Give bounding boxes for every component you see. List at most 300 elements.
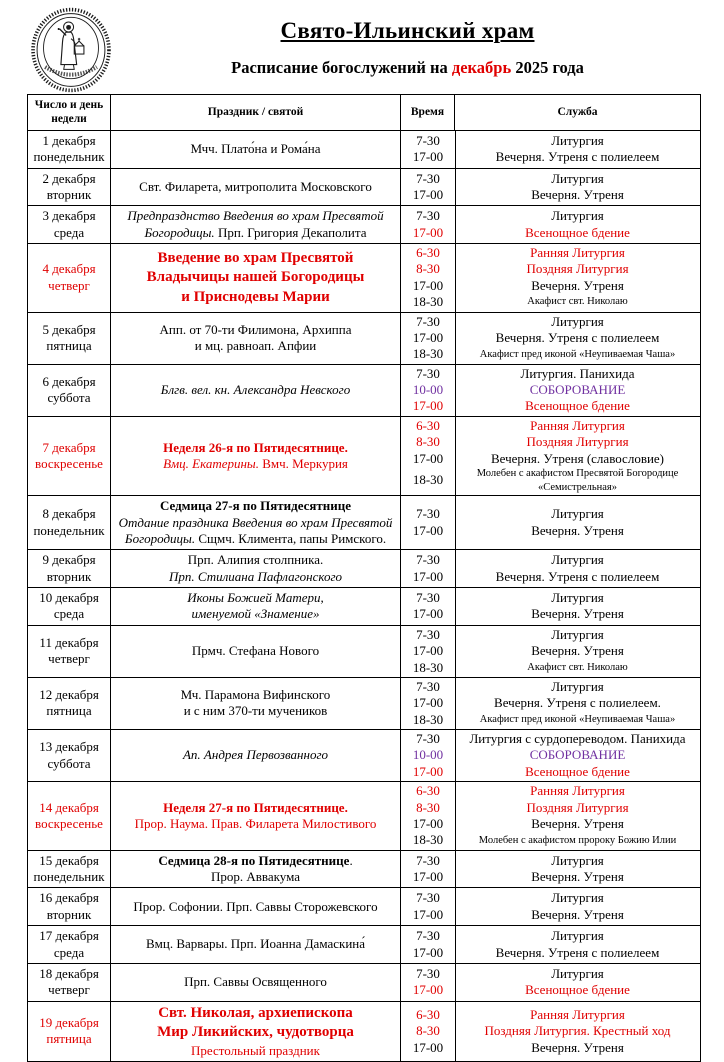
date-cell: [28, 130, 111, 168]
feast-text: и Приснодевы Марии: [181, 288, 330, 305]
date-cell: [28, 168, 111, 206]
schedule-entry: [401, 569, 700, 585]
service-time: 7-30: [416, 132, 440, 148]
schedule-entries: [401, 170, 700, 205]
date-line: пятница: [46, 703, 92, 719]
feast-line: [114, 703, 397, 719]
date-line: пятница: [46, 338, 92, 354]
service-name: Молебен с акафистом пророку Божию Илии: [478, 834, 677, 846]
service-time: 17-00: [412, 763, 444, 779]
service-name: Молебен с акафистом Пресвятой Богородице «Семистрельная»: [476, 467, 679, 493]
table-row: [28, 588, 701, 626]
feast-cell: [111, 588, 401, 626]
subtitle-suffix: 2025 года: [511, 58, 584, 77]
date-cell: [28, 730, 111, 782]
service-time: 17-00: [412, 643, 444, 659]
service-time: 7-30: [416, 313, 440, 329]
feast-cell: [111, 782, 401, 851]
service-time: 7-30: [416, 890, 440, 906]
feast-line: [114, 853, 397, 869]
service-time: 18-30: [412, 346, 444, 362]
schedule-entries: [401, 132, 700, 167]
schedule-cell: [401, 850, 701, 888]
date-cell: [28, 206, 111, 244]
date-line: 5 декабря: [42, 321, 96, 337]
schedule-entry: [401, 783, 700, 799]
schedule-entries: [401, 417, 700, 495]
feast-cell: [111, 244, 401, 313]
feast-text: Мчч. Плато́на и Рома́на: [190, 140, 321, 156]
date-cell: [28, 782, 111, 851]
service-time: 17-00: [412, 450, 444, 466]
feast-line: [114, 974, 397, 990]
table-row: [28, 312, 701, 364]
schedule-entry: [401, 523, 700, 539]
feast-text: и с ним 370-ти мучеников: [183, 703, 328, 719]
schedule-entry: [401, 294, 700, 310]
service-name: Вечерня. Утреня с полиелеем: [495, 568, 660, 584]
service-name: Литургия: [551, 626, 604, 642]
service-name: Вечерня. Утреня с полиелеем.: [494, 695, 661, 711]
feast-text: Свт. Николая, архиепископа: [158, 1004, 353, 1021]
service-time: 7-30: [416, 731, 440, 747]
table-row: [28, 550, 701, 588]
feast-text: Вмц. Екатерины.: [163, 455, 259, 471]
service-time: 8-30: [416, 434, 440, 450]
service-name: Всенощное бдение: [525, 982, 630, 998]
date-line: 14 декабря: [39, 799, 99, 815]
column-header-time: Время: [401, 95, 455, 131]
date-cell: [28, 416, 111, 495]
service-name: Литургия. Панихида: [520, 365, 635, 381]
date-line: пятница: [46, 1031, 92, 1047]
schedule-table-body: [28, 130, 701, 1061]
service-name: Поздняя Литургия: [526, 434, 629, 450]
date-line: вторник: [46, 906, 92, 922]
date-line: 7 декабря: [42, 439, 96, 455]
service-name: Литургия с сурдопереводом. Панихида: [469, 731, 686, 747]
date-line: четверг: [48, 277, 90, 293]
service-name: Литургия: [551, 208, 604, 224]
schedule-entry: [401, 552, 700, 568]
table-row: [28, 625, 701, 677]
date-line: среда: [53, 224, 85, 240]
schedule-entry: [401, 816, 700, 832]
feast-cell: [111, 888, 401, 926]
table-row: [28, 496, 701, 550]
service-name: Вечерня. Утреня: [531, 277, 624, 293]
feast-text: Иконы Божией Матери,: [187, 590, 324, 606]
feast-line: [114, 643, 397, 659]
service-time: 17-00: [412, 815, 444, 831]
schedule-entries: [401, 626, 700, 677]
feast-line: [114, 606, 397, 622]
date-line: 6 декабря: [42, 373, 96, 389]
service-time: 17-00: [412, 944, 444, 960]
date-cell: [28, 588, 111, 626]
feast-line: [114, 225, 397, 241]
date-line: 3 декабря: [42, 208, 96, 224]
service-time: 17-00: [412, 149, 444, 165]
feast-text: .: [349, 852, 353, 868]
date-line: 15 декабря: [39, 852, 99, 868]
feast-cell: [111, 364, 401, 416]
schedule-entry: [401, 679, 700, 695]
schedule-cell: [401, 963, 701, 1001]
service-name: Вечерня. Утреня с полиелеем: [495, 329, 660, 345]
service-time: 7-30: [416, 626, 440, 642]
service-time: 8-30: [416, 261, 440, 277]
schedule-entries: [401, 965, 700, 1000]
schedule-entry: [401, 606, 700, 622]
schedule-entry: [401, 695, 700, 711]
service-time: 7-30: [416, 678, 440, 694]
service-name: Литургия: [551, 928, 604, 944]
table-row: [28, 677, 701, 729]
date-cell: [28, 625, 111, 677]
schedule-entry: [401, 1007, 700, 1023]
service-name: Вечерня. Утреня: [531, 906, 624, 922]
feast-line: [114, 816, 397, 832]
schedule-cell: [401, 312, 701, 364]
date-cell: [28, 850, 111, 888]
service-name: Вечерня. Утреня: [531, 186, 624, 202]
schedule-entry: [401, 832, 700, 848]
service-name: Ранняя Литургия: [530, 245, 625, 260]
service-name: Литургия: [551, 590, 604, 606]
feast-text: Введение во храм Пресвятой: [157, 249, 354, 266]
service-time: 17-00: [412, 606, 444, 622]
service-name: Литургия: [551, 132, 604, 148]
date-line: 19 декабря: [39, 1014, 99, 1030]
subtitle-month: декабрь: [451, 58, 512, 77]
service-time: 17-00: [412, 906, 444, 922]
service-name: Акафист пред иконой «Неупиваемая Чаша»: [479, 348, 676, 360]
feast-text: именуемой «Знамение»: [191, 606, 320, 622]
feast-text: Богородицы.: [124, 530, 196, 546]
date-line: понедельник: [33, 522, 105, 538]
feast-line: [114, 515, 397, 531]
date-line: 10 декабря: [39, 590, 99, 606]
schedule-cell: [401, 926, 701, 964]
schedule-cell: [401, 625, 701, 677]
schedule-entry: [401, 366, 700, 382]
feast-text: Неделя 26-я по Пятидесятнице.: [163, 439, 348, 455]
schedule-entry: [401, 314, 700, 330]
schedule-entry: [401, 149, 700, 165]
schedule-entry: [401, 945, 700, 961]
feast-text: Седмица 27-я по Пятидесятнице: [159, 498, 352, 514]
service-name: Литургия: [551, 170, 604, 186]
feast-line: [114, 249, 397, 269]
schedule-entries: [401, 678, 700, 729]
schedule-cell: [401, 416, 701, 495]
feast-line: [114, 456, 397, 472]
schedule-cell: [401, 130, 701, 168]
service-time: 6-30: [416, 245, 440, 260]
schedule-entry: [401, 187, 700, 203]
service-name: Ранняя Литургия: [530, 1006, 625, 1022]
schedule-entry: [401, 731, 700, 747]
schedule-cell: [401, 677, 701, 729]
church-seal-icon: [27, 8, 115, 92]
date-cell: [28, 1001, 111, 1061]
schedule-entry: [401, 467, 700, 494]
date-cell: [28, 550, 111, 588]
service-time: 17-00: [412, 329, 444, 345]
service-time: 8-30: [416, 1023, 440, 1039]
schedule-entry: [401, 225, 700, 241]
feast-line: [114, 687, 397, 703]
service-time: 18-30: [412, 711, 444, 727]
service-name: Всенощное бдение: [525, 224, 630, 240]
schedule-entry: [401, 890, 700, 906]
table-row: [28, 850, 701, 888]
feast-cell: [111, 168, 401, 206]
feast-line: [114, 322, 397, 338]
schedule-entry: [401, 382, 700, 398]
schedule-entries: [401, 730, 700, 781]
service-time: 17-00: [412, 186, 444, 202]
schedule-entries: [401, 589, 700, 624]
subtitle-prefix: Расписание богослужений на: [231, 58, 452, 77]
date-line: воскресенье: [35, 815, 103, 831]
schedule-entry: [401, 346, 700, 362]
date-line: 13 декабря: [39, 739, 99, 755]
feast-line: [114, 268, 397, 288]
feast-line: [114, 552, 397, 568]
header-row: [28, 95, 701, 131]
date-line: суббота: [47, 390, 91, 406]
service-time: 7-30: [416, 965, 440, 981]
schedule-entry: [401, 627, 700, 643]
service-time: 7-30: [416, 928, 440, 944]
service-time: 17-00: [412, 224, 444, 240]
table-row: [28, 782, 701, 851]
schedule-entry: [401, 245, 700, 261]
service-name: Вечерня. Утреня: [531, 606, 624, 622]
schedule-cell: [401, 888, 701, 926]
feast-line: [114, 498, 397, 514]
feast-cell: [111, 550, 401, 588]
service-time: 18-30: [412, 659, 444, 675]
service-time: 17-00: [412, 277, 444, 293]
schedule-entries: [401, 927, 700, 962]
feast-text: Мир Ликийских, чудотворца: [157, 1024, 354, 1041]
feast-text: Седмица 28-я по Пятидесятнице: [158, 852, 350, 868]
service-name: Литургия: [551, 852, 604, 868]
date-line: понедельник: [33, 869, 105, 885]
service-name: Акафист пред иконой «Неупиваемая Чаша»: [479, 714, 676, 726]
schedule-entry: [401, 869, 700, 885]
date-cell: [28, 677, 111, 729]
feast-text: Блгв. вел. кн. Александра Невского: [160, 382, 351, 397]
date-line: вторник: [46, 186, 92, 202]
feast-cell: [111, 625, 401, 677]
service-time: 17-00: [412, 398, 444, 414]
schedule-entry: [401, 418, 700, 434]
feast-line: [114, 382, 397, 398]
feast-text: Неделя 27-я по Пятидесятнице.: [163, 799, 348, 815]
date-line: 11 декабря: [39, 634, 99, 650]
feast-line: [114, 747, 397, 763]
date-line: четверг: [48, 651, 90, 667]
service-name: Литургия: [551, 313, 604, 329]
table-row: [28, 888, 701, 926]
column-header-date: Число и день недели: [28, 95, 111, 131]
date-line: 12 декабря: [39, 687, 99, 703]
service-time: 17-00: [412, 1039, 444, 1055]
service-name: Вечерня. Утреня с полиелеем: [495, 944, 660, 960]
date-cell: [28, 963, 111, 1001]
table-row: [28, 168, 701, 206]
date-cell: [28, 364, 111, 416]
feast-line: [114, 531, 397, 547]
schedule-entry: [401, 747, 700, 763]
schedule-cell: [401, 782, 701, 851]
feast-cell: [111, 206, 401, 244]
feast-text: Владычицы нашей Богородицы: [146, 269, 365, 285]
date-line: четверг: [48, 982, 90, 998]
feast-cell: [111, 926, 401, 964]
feast-text: Прмч. Стефана Нового: [191, 643, 320, 659]
schedule-entry: [401, 660, 700, 676]
service-time: 6-30: [416, 1006, 440, 1022]
schedule-entries: [401, 1006, 700, 1057]
feast-text: Престольный праздник: [191, 1042, 320, 1058]
schedule-entry: [401, 133, 700, 149]
date-line: 1 декабря: [42, 132, 96, 148]
date-line: понедельник: [33, 149, 105, 165]
schedule-entries: [401, 551, 700, 586]
feast-cell: [111, 850, 401, 888]
schedule-cell: [401, 550, 701, 588]
feast-line: [114, 899, 397, 915]
feast-text: Богородицы.: [144, 224, 215, 240]
column-header-feast: Праздник / святой: [111, 95, 401, 131]
service-name: СОБОРОВАНИЕ: [529, 382, 626, 397]
date-cell: [28, 244, 111, 313]
schedule-entry: [401, 764, 700, 780]
feast-line: [114, 569, 397, 585]
service-name: Поздняя Литургия: [526, 261, 629, 277]
schedule-cell: [401, 496, 701, 550]
schedule-entries: [401, 852, 700, 887]
schedule-entry: [401, 278, 700, 294]
schedule-entry: [401, 590, 700, 606]
schedule-entry: [401, 712, 700, 728]
schedule-entry: [401, 928, 700, 944]
date-cell: [28, 312, 111, 364]
schedule-entry: [401, 506, 700, 522]
service-name: Литургия: [551, 552, 604, 568]
service-name: Всенощное бдение: [525, 763, 630, 779]
schedule-cell: [401, 168, 701, 206]
title-block: [115, 6, 700, 78]
schedule-entry: [401, 800, 700, 816]
feast-text: Прор. Наума. Прав. Филарета Милостивого: [134, 815, 377, 831]
feast-text: Предпразднство Введения во храм Пресвятой: [127, 208, 384, 224]
feast-text: Прп. Стилиана Пафлагонского: [168, 568, 343, 584]
service-name: Литургия: [551, 506, 604, 522]
page-header: [27, 6, 700, 94]
feast-text: Прп. Григория Декаполита: [214, 224, 367, 240]
feast-cell: [111, 1001, 401, 1061]
date-cell: [28, 496, 111, 550]
schedule-entry: [401, 1023, 700, 1039]
feast-line: [114, 800, 397, 816]
date-line: 17 декабря: [39, 928, 99, 944]
schedule-entry: [401, 1040, 700, 1056]
schedule-cell: [401, 730, 701, 782]
date-line: среда: [53, 606, 85, 622]
feast-cell: [111, 963, 401, 1001]
feast-text: Прп. Алипия столпника.: [187, 552, 324, 568]
service-name: Ранняя Литургия: [530, 417, 625, 433]
table-row: [28, 130, 701, 168]
feast-line: [114, 208, 397, 224]
feast-text: Вмц. Варвары. Прп. Иоанна Дамаскина́: [145, 936, 366, 952]
schedule-entry: [401, 982, 700, 998]
service-name: СОБОРОВАНИЕ: [529, 747, 626, 763]
schedule-entry: [401, 330, 700, 346]
feast-line: [114, 1023, 397, 1043]
schedule-entries: [401, 889, 700, 924]
feast-line: [114, 1043, 397, 1059]
feast-text: Свт. Филарета, митрополита Московского: [139, 178, 372, 194]
service-name: Вечерня. Утреня: [531, 522, 624, 538]
feast-line: [114, 179, 397, 195]
service-name: Акафист свт. Николаю: [527, 296, 628, 308]
table-row: [28, 963, 701, 1001]
service-time: 17-00: [412, 869, 444, 885]
feast-text: и мц. равноап. Апфии: [194, 338, 317, 354]
date-cell: [28, 926, 111, 964]
schedule-entry: [401, 451, 700, 467]
service-name: Акафист свт. Николаю: [527, 661, 628, 673]
schedule-entries: [401, 505, 700, 540]
schedule-table: [27, 94, 701, 1062]
feast-cell: [111, 677, 401, 729]
schedule-entry: [401, 261, 700, 277]
service-time: 10-00: [412, 747, 444, 763]
service-name: Вечерня. Утреня (славословие): [490, 450, 665, 466]
feast-text: Отдание праздника Введения во храм Пресвятой: [118, 514, 393, 530]
service-time: 7-30: [416, 506, 440, 522]
service-name: Вечерня. Утреня: [531, 869, 624, 885]
schedule-cell: [401, 244, 701, 313]
schedule-entry: [401, 966, 700, 982]
service-time: 8-30: [416, 799, 440, 815]
service-time: 7-30: [416, 852, 440, 868]
schedule-entry: [401, 643, 700, 659]
feast-line: [114, 590, 397, 606]
table-row: [28, 206, 701, 244]
table-row: [28, 364, 701, 416]
feast-line: [114, 1004, 397, 1024]
service-time: 6-30: [416, 417, 440, 433]
page-subtitle: [115, 58, 700, 78]
feast-cell: [111, 416, 401, 495]
service-name: Вечерня. Утреня: [531, 1039, 624, 1055]
service-time: 18-30: [412, 472, 444, 488]
service-time: 7-30: [416, 552, 440, 568]
service-time: 18-30: [412, 832, 444, 848]
feast-text: Прор. Аввакума: [210, 869, 301, 885]
feast-text: Сщмч. Климента, папы Римского.: [195, 530, 387, 546]
feast-text: Ап. Андрея Первозванного: [182, 747, 329, 763]
service-name: Литургия: [551, 678, 604, 694]
